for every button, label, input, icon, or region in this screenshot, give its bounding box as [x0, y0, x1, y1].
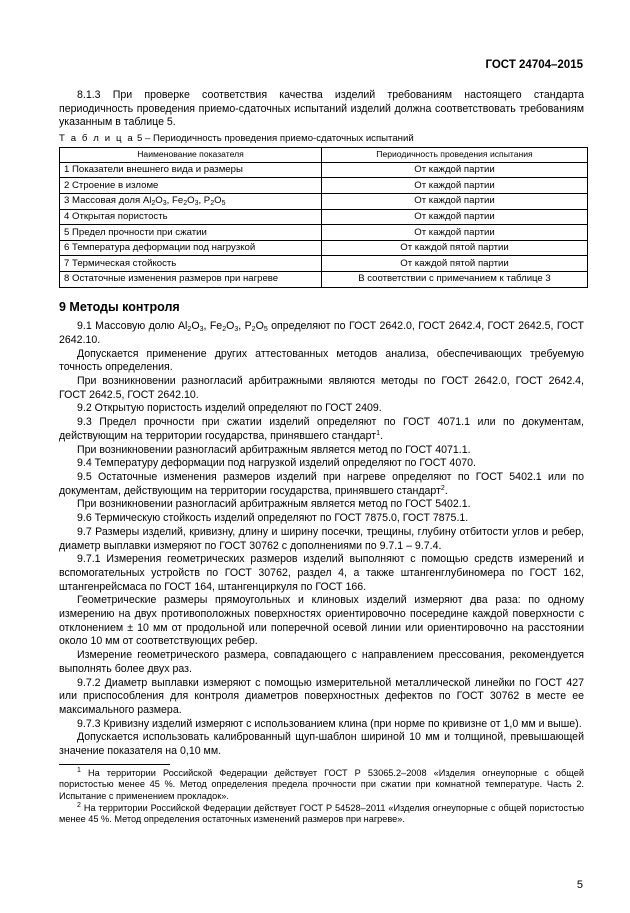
table-caption — [59, 133, 584, 145]
table-cell-indicator: 8 Остаточные изменения размеров при нагреве — [60, 271, 322, 287]
table-row — [60, 271, 588, 287]
paragraph-9-1-arbitration: При возникновении разногласий арбитражными являются методы по ГОСТ 2642.0, ГОСТ 2642.4, ГОСТ 2642.5, ГОСТ 2642.10. — [59, 375, 584, 401]
table-cell-indicator: 4 Открытая пористость — [60, 209, 322, 225]
page-number: 5 — [576, 879, 583, 891]
paragraph-9-3: 9.3 Предел прочности при сжатии изделий определяют по ГОСТ 4071.1 или по документам, действующим на территории государства, принявшего стандарт$^1$. — [59, 416, 584, 442]
table-row — [60, 240, 588, 256]
table-header-row — [60, 148, 588, 163]
table-cell-indicator: 3 Массовая доля $Al_2O_3$, $Fe_2O_3$, $P_2O_5$ — [60, 194, 322, 210]
footnote-ref-1: 1 — [376, 429, 380, 437]
table-row — [60, 194, 588, 210]
table-cell-periodicity: В соответствии с примечанием к таблице 3 — [322, 271, 588, 287]
table-cell-periodicity: От каждой партии — [322, 194, 588, 210]
paragraph-9-3-arbitration: При возникновении разногласий арбитражным является метод по ГОСТ 4071.1. — [77, 443, 471, 456]
section-title: 9 Методы контроля — [59, 299, 180, 314]
paragraph-9-6: 9.6 Термическую стойкость изделий определяют по ГОСТ 7875.0, ГОСТ 7875.1. — [77, 512, 469, 525]
table-row — [60, 209, 588, 225]
table-row — [60, 256, 588, 272]
footnote-ref-2: 2 — [440, 484, 445, 492]
table-row — [60, 225, 588, 241]
table-caption-text: 5 – Периодичность проведения приемо-сдаточных испытаний — [136, 133, 414, 145]
table-cell-periodicity: От каждой партии — [322, 178, 588, 194]
table-cell-periodicity: От каждой пятой партии — [322, 240, 588, 256]
table-cell-periodicity: От каждой партии — [322, 209, 588, 225]
paragraph-9-1: 9.1 Массовую долю $Al_2O_3$, $Fe_2O_3$, $P_2O_5$ определяют по ГОСТ 2642.0, ГОСТ 2642.4, ГОСТ 2642.5, ГОСТ 2642.10. — [59, 320, 585, 346]
table-cell-periodicity: От каждой партии — [322, 225, 588, 241]
table-cell-indicator: 5 Предел прочности при сжатии — [60, 225, 322, 241]
paragraph-9-2: 9.2 Открытую пористость изделий определяют по ГОСТ 2409. — [77, 402, 382, 415]
paragraph-9-7-2: 9.7.2 Диаметр выплавки измеряют с помощью измерительной металлической линейки по ГОСТ 427 или приспособления для контроля диаметров поверхностных дефектов по ГОСТ 30762 в месте ее максимального размера. — [59, 676, 584, 716]
paragraph-9-4: 9.4 Температуру деформации под нагрузкой изделий определяют по ГОСТ 4070. — [77, 457, 476, 470]
paragraph-9-7-1-geometry: Геометрические размеры прямоугольных и клиновых изделий измеряют два раза: по одному измерению на двух противоположных поверхностях ориентировочно посередине каждой поверхности с отклонением ± 10 мм от продольной или поперечной осевой линии или ориентировочно на расстоянии около 10 мм от соответствующих ребер. — [59, 594, 584, 648]
table-cell-indicator: 6 Температура деформации под нагрузкой — [60, 240, 322, 256]
table-cell-indicator: 2 Строение в изломе — [60, 178, 322, 194]
table-cell-indicator: 1 Показатели внешнего вида и размеры — [60, 162, 322, 178]
table-cell-periodicity: От каждой партии — [322, 162, 588, 178]
paragraph-9-5: 9.5 Остаточные изменения размеров изделий при нагреве определяют по ГОСТ 5402.1 или по документам, действующим на территории государства, принявшего стандарт$^2$. — [59, 471, 584, 497]
paragraph-9-7-1-pressing: Измерение геометрического размера, совпадающего с направлением прессования, рекомендуется выполнять более двух раз. — [59, 649, 584, 675]
footnote-1: $^1$ На территории Российской Федерации действует ГОСТ Р 53065.2–2008 «Изделия огнеупорные с общей пористостью менее 45 %. Метод определения предела прочности при сжатии при комнатной температуре. Часть 2. Испытание с применением прокладок». — [59, 766, 584, 801]
paragraph-9-5-arbitration: При возникновении разногласий арбитражным является метод по ГОСТ 5402.1. — [77, 498, 471, 511]
table-row — [60, 178, 588, 194]
table-header-periodicity: Периодичность проведения испытания — [322, 148, 588, 163]
table-cell-indicator: 7 Термическая стойкость — [60, 256, 322, 272]
footnote-2: $^2$ На территории Российской Федерации действует ГОСТ Р 54528–2011 «Изделия огнеупорные с общей пористостью менее 45 %. Метод определения остаточных изменений размеров при нагреве». — [59, 801, 584, 825]
paragraph-9-7: 9.7 Размеры изделий, кривизну, длину и ширину посечки, трещины, глубину отбитости углов и ребер, диаметр выплавки измеряют по ГОСТ 30762 с дополнениями по 9.7.1 – 9.7.4. — [59, 525, 584, 552]
table-header-indicator: Наименование показателя — [60, 148, 322, 163]
table-row — [60, 162, 588, 178]
intro-paragraph: 8.1.3 При проверке соответствия качества изделий требованиям настоящего стандарта периодичность проведения приемо-сдаточных испытаний изделий должна соответствовать требованиям указанным в таблице 5. — [59, 89, 584, 129]
paragraph-9-7-3-allowed: Допускается использовать калиброванный щуп-шаблон шириной 10 мм и толщиной, превышающей значение показателя на 0,10 мм. — [59, 731, 584, 758]
page-header-standard-code: ГОСТ 24704–2015 — [485, 59, 583, 71]
paragraph-9-7-1: 9.7.1 Измерения геометрических размеров изделий выполняют с помощью средств измерений и вспомогательных устройств по ГОСТ 30762, раздел 4, а также штангенглубиномера по ГОСТ 162, штангенрейсмаса по ГОСТ 164, штангенциркуля по ГОСТ 166. — [59, 553, 584, 593]
periodicity-table — [59, 147, 588, 287]
footnote-divider — [59, 764, 170, 765]
document-body — [59, 89, 584, 826]
paragraph-9-1-allowed: Допускается применение других аттестованных методов анализа, обеспечивающих требуемую точность определения. — [59, 347, 584, 374]
paragraph-9-7-3: 9.7.3 Кривизну изделий измеряют с использованием клина (при норме по кривизне от 1,0 мм и выше). — [77, 717, 582, 730]
table-cell-periodicity: От каждой пятой партии — [322, 256, 588, 272]
table-caption-prefix: Т а б л и ц а — [59, 133, 135, 145]
